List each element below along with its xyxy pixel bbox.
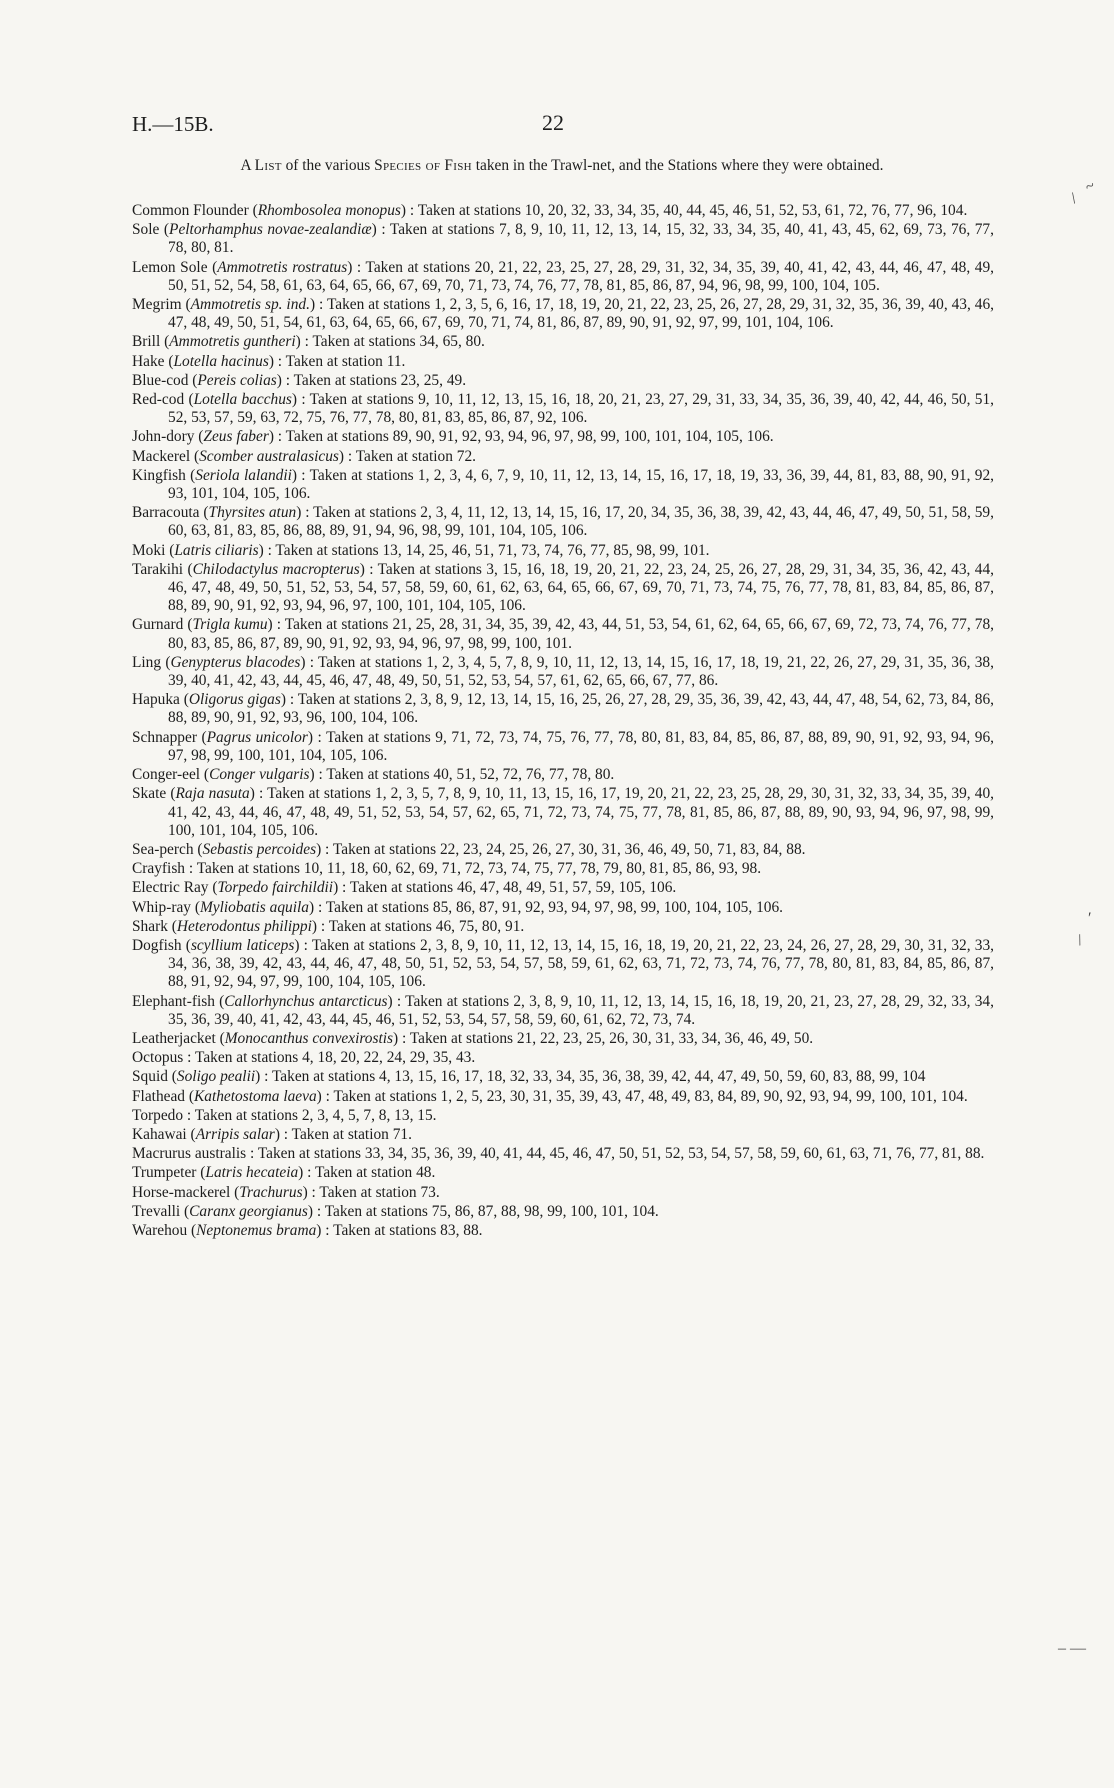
scientific-name: Latris hecateia xyxy=(205,1164,299,1182)
stations-text: Taken at stations 2, 3, 4, 5, 7, 8, 13, 15. xyxy=(194,1106,437,1124)
common-name: Trumpeter xyxy=(132,1164,197,1182)
stations-text: Taken at stations 1, 2, 3, 5, 6, 16, 17, 18, 19, 20, 21, 22, 23, 25, 26, 27, 28, 29, 31, 32, 35, 36, 39, 40, 43, 46, 47, 48, 49, 50, 51, 54, 61, 63, 64, 65, 66, 67, 69, 70, 71, 74, 81, 86, 87, 89, 90, 91, 92, 97, 99, 101, 104, 106. xyxy=(168,296,995,332)
stations-text: Taken at stations 4, 18, 20, 22, 24, 29, 35, 43. xyxy=(195,1049,476,1067)
species-list xyxy=(132,202,994,1241)
species-entry: Trevalli (Caranx georgianus) : Taken at stations 75, 86, 87, 88, 98, 99, 100, 101, 104. xyxy=(132,1202,659,1220)
scientific-name: Ammotretis guntheri xyxy=(169,333,296,351)
scientific-name: Scomber australasicus xyxy=(199,447,339,465)
species-entry: John-dory (Zeus faber) : Taken at stations 89, 90, 91, 92, 93, 94, 96, 97, 98, 99, 100, 101, 104, 105, 106. xyxy=(132,428,774,446)
stations-text: Taken at stations 40, 51, 52, 72, 76, 77, 78, 80. xyxy=(326,766,615,784)
common-name: Hake xyxy=(132,352,165,370)
common-name: Torpedo xyxy=(132,1106,184,1124)
common-name: Tarakihi xyxy=(132,560,184,578)
scientific-name: Trigla kumu xyxy=(192,616,268,634)
stations-text: Taken at station 72. xyxy=(355,447,477,465)
common-name: Horse-mackerel xyxy=(132,1183,231,1201)
species-entry: Shark (Heterodontus philippi) : Taken at stations 46, 75, 80, 91. xyxy=(132,917,525,935)
species-entry: Moki (Latris ciliaris) : Taken at stations 13, 14, 25, 46, 51, 71, 73, 74, 76, 77, 85, 98, 99, 101. xyxy=(132,541,710,559)
species-entry: Octopus : Taken at stations 4, 18, 20, 22, 24, 29, 35, 43. xyxy=(132,1049,476,1067)
common-name: Elephant-fish xyxy=(132,992,215,1010)
species-entry: Common Flounder (Rhombosolea monopus) : Taken at stations 10, 20, 32, 33, 34, 35, 40, 44, 45, 46, 51, 52, 53, 61, 72, 76, 77, 96, 104. xyxy=(132,202,968,219)
species-entry: Elephant-fish (Callorhynchus antarcticus) : Taken at stations 2, 3, 8, 9, 10, 11, 12, 13, 14, 15, 16, 18, 19, 20, 21, 23, 27, 28, 29, 32, 33, 34, 35, 36, 39, 40, 41, 42, 43, 44, 45, 46, 51, 52, 53, 54, 57, 58, 59, 60, 61, 62, 72, 73, 74. xyxy=(132,992,994,1028)
scientific-name: Lotella bacchus xyxy=(193,391,292,409)
stations-text: Taken at station 48. xyxy=(315,1164,436,1182)
species-entry: Brill (Ammotretis guntheri) : Taken at stations 34, 65, 80. xyxy=(132,333,485,351)
common-name: Blue-cod xyxy=(132,371,189,389)
page-number: 22 xyxy=(542,110,564,135)
species-entry: Macrurus australis : Taken at stations 33, 34, 35, 36, 39, 40, 41, 44, 45, 46, 47, 50, 51, 52, 53, 54, 57, 58, 59, 60, 61, 63, 71, 76, 77, 81, 88. xyxy=(132,1145,985,1163)
stations-text: Taken at stations 1, 2, 3, 5, 7, 8, 9, 10, 11, 13, 15, 16, 17, 19, 20, 21, 22, 23, 25, 28, 29, 30, 31, 32, 33, 34, 35, 39, 40, 41, 42, 43, 44, 46, 47, 48, 49, 51, 52, 53, 54, 57, 62, 65, 71, 72, 73, 74, 75, 77, 78, 81, 85, 86, 87, 88, 89, 90, 93, 94, 96, 97, 98, 99, 100, 101, 104, 105, 106. xyxy=(168,785,995,839)
scientific-name: Seriola lalandii xyxy=(195,466,292,484)
stations-text: Taken at stations 34, 65, 80. xyxy=(312,333,485,351)
scientific-name: Callorhynchus antarcticus xyxy=(224,992,388,1010)
stations-text: Taken at stations 10, 20, 32, 33, 34, 35, 40, 44, 45, 46, 51, 52, 53, 61, 72, 76, 77, 96, 104. xyxy=(417,202,968,219)
species-entry: Leatherjacket (Monocanthus convexirostis) : Taken at stations 21, 22, 23, 25, 26, 30, 31, 33, 34, 36, 46, 49, 50. xyxy=(132,1029,814,1047)
scientific-name: Thyrsites atun xyxy=(208,504,297,522)
scientific-name: Rhombosolea monopus xyxy=(257,202,401,219)
species-entry: Red-cod (Lotella bacchus) : Taken at stations 9, 10, 11, 12, 13, 15, 16, 18, 20, 21, 23, 27, 29, 31, 33, 34, 35, 36, 39, 40, 42, 44, 46, 50, 51, 52, 53, 57, 59, 63, 72, 75, 76, 77, 78, 80, 81, 83, 85, 86, 87, 92, 106. xyxy=(132,391,994,427)
common-name: Moki xyxy=(132,541,166,559)
common-name: Kahawai xyxy=(132,1125,187,1143)
stations-text: Taken at stations 4, 13, 15, 16, 17, 18, 32, 33, 34, 35, 36, 38, 39, 42, 44, 47, 49, 50, 59, 60, 83, 88, 99, 104 xyxy=(271,1068,926,1086)
margin-mark: – — xyxy=(1058,1640,1086,1657)
species-entry: Skate (Raja nasuta) : Taken at stations 1, 2, 3, 5, 7, 8, 9, 10, 11, 13, 15, 16, 17, 19, 20, 21, 22, 23, 25, 28, 29, 30, 31, 32, 33, 34, 35, 39, 40, 41, 42, 43, 44, 46, 47, 48, 49, 51, 52, 53, 54, 57, 62, 65, 71, 72, 73, 74, 75, 77, 78, 81, 85, 86, 87, 88, 89, 90, 93, 94, 96, 97, 98, 99, 100, 101, 104, 105, 106. xyxy=(132,785,995,839)
scientific-name: Ammotretis sp. ind. xyxy=(190,296,310,314)
common-name: Kingfish xyxy=(132,466,186,484)
stations-text: Taken at stations 22, 23, 24, 25, 26, 27, 30, 31, 36, 46, 49, 50, 71, 83, 84, 88. xyxy=(332,840,806,858)
species-entry: Megrim (Ammotretis sp. ind.) : Taken at stations 1, 2, 3, 5, 6, 16, 17, 18, 19, 20, 21, 22, 23, 25, 26, 27, 28, 29, 31, 32, 35, 36, 39, 40, 43, 46, 47, 48, 49, 50, 51, 54, 61, 63, 64, 65, 66, 67, 69, 70, 71, 74, 81, 86, 87, 89, 90, 91, 92, 97, 99, 101, 104, 106. xyxy=(132,296,995,332)
margin-mark: / xyxy=(1075,931,1086,950)
stations-text: Taken at stations 2, 3, 8, 9, 10, 11, 12, 13, 14, 15, 16, 18, 19, 20, 21, 23, 27, 28, 29, 32, 33, 34, 35, 36, 39, 40, 41, 42, 43, 44, 45, 46, 51, 52, 53, 54, 57, 58, 59, 60, 61, 62, 72, 73, 74. xyxy=(168,992,994,1028)
scientific-name: Chilodactylus macropterus xyxy=(192,560,360,578)
common-name: Conger-eel xyxy=(132,766,201,784)
common-name: Common Flounder xyxy=(132,202,249,219)
species-entry: Mackerel (Scomber australasicus) : Taken at station 72. xyxy=(132,447,477,465)
common-name: Megrim xyxy=(132,296,182,314)
common-name: Dogfish xyxy=(132,936,182,954)
list-title: A List of the various Species of Fish taken in the Trawl-net, and the Stations where they were obtained. xyxy=(240,157,884,174)
stations-text: Taken at stations 10, 11, 18, 60, 62, 69, 71, 72, 73, 74, 75, 77, 78, 79, 80, 81, 85, 86, 93, 98. xyxy=(196,860,762,878)
stations-text: Taken at stations 3, 15, 16, 18, 19, 20, 21, 22, 23, 24, 25, 26, 27, 28, 29, 31, 34, 35, 36, 42, 43, 44, 46, 47, 48, 49, 50, 51, 52, 53, 54, 57, 58, 59, 60, 61, 62, 63, 64, 65, 66, 67, 69, 70, 71, 73, 74, 75, 76, 77, 78, 81, 83, 84, 85, 86, 87, 88, 89, 90, 91, 92, 93, 94, 96, 97, 100, 101, 104, 105, 106. xyxy=(168,560,994,615)
scientific-name: Raja nasuta xyxy=(175,785,250,803)
species-entry: Ling (Genypterus blacodes) : Taken at stations 1, 2, 3, 4, 5, 7, 8, 9, 10, 11, 12, 13, 14, 15, 16, 17, 18, 19, 21, 22, 26, 27, 29, 31, 35, 36, 38, 39, 40, 41, 42, 43, 44, 45, 46, 47, 48, 49, 50, 51, 52, 53, 54, 57, 61, 62, 65, 66, 67, 77, 86. xyxy=(132,653,994,690)
scientific-name: Peltorhamphus novae-zealandiæ xyxy=(169,221,372,239)
species-entry: Squid (Soligo pealii) : Taken at stations 4, 13, 15, 16, 17, 18, 32, 33, 34, 35, 36, 38, 39, 42, 44, 47, 49, 50, 59, 60, 83, 88, 99, 104 xyxy=(132,1068,926,1086)
margin-mark: ′ xyxy=(1088,910,1092,927)
scientific-name: Sebastis percoides xyxy=(202,840,317,858)
scientific-name: Soligo pealii xyxy=(176,1068,256,1086)
scientific-name: Latris ciliaris xyxy=(174,541,259,559)
document-id: H.—15B. xyxy=(132,112,214,136)
page-header xyxy=(132,112,992,142)
scientific-name: Torpedo fairchildii xyxy=(217,879,334,897)
scientific-name: Trachurus xyxy=(239,1183,303,1201)
species-entry: Blue-cod (Pereis colias) : Taken at stations 23, 25, 49. xyxy=(132,371,467,389)
scientific-name: Ammotretis rostratus xyxy=(217,258,348,276)
scientific-name: Conger vulgaris xyxy=(209,766,310,784)
species-entry: Sole (Peltorhamphus novae-zealandiæ) : Taken at stations 7, 8, 9, 10, 11, 12, 13, 14, 15, 32, 33, 34, 35, 40, 41, 43, 45, 62, 69, 73, 76, 77, 78, 80, 81. xyxy=(132,221,994,257)
species-entry: Hapuka (Oligorus gigas) : Taken at stations 2, 3, 8, 9, 12, 13, 14, 15, 16, 25, 26, 27, 28, 29, 35, 36, 39, 42, 43, 44, 47, 48, 54, 62, 73, 84, 86, 88, 89, 90, 91, 92, 93, 96, 100, 104, 106. xyxy=(132,691,994,727)
margin-mark: / xyxy=(1067,190,1081,208)
common-name: Warehou xyxy=(132,1221,188,1239)
common-name: Flathead xyxy=(132,1087,185,1105)
species-entry: Schnapper (Pagrus unicolor) : Taken at stations 9, 71, 72, 73, 74, 75, 76, 77, 78, 80, 81, 83, 84, 85, 86, 87, 88, 89, 90, 91, 92, 93, 94, 96, 97, 98, 99, 100, 101, 104, 105, 106. xyxy=(132,728,995,764)
species-entry: Electric Ray (Torpedo fairchildii) : Taken at stations 46, 47, 48, 49, 51, 57, 59, 105, 106. xyxy=(132,879,677,897)
common-name: Squid xyxy=(132,1068,168,1086)
species-entry: Sea-perch (Sebastis percoides) : Taken at stations 22, 23, 24, 25, 26, 27, 30, 31, 36, 46, 49, 50, 71, 83, 84, 88. xyxy=(132,840,806,858)
stations-text: Taken at station 73. xyxy=(319,1183,440,1201)
stations-text: Taken at stations 46, 75, 80, 91. xyxy=(328,917,525,935)
species-entry: Tarakihi (Chilodactylus macropterus) : Taken at stations 3, 15, 16, 18, 19, 20, 21, 22, 23, 24, 25, 26, 27, 28, 29, 31, 34, 35, 36, 42, 43, 44, 46, 47, 48, 49, 50, 51, 52, 53, 54, 57, 58, 59, 60, 61, 62, 63, 64, 65, 66, 67, 69, 70, 71, 73, 74, 75, 76, 77, 78, 81, 83, 84, 85, 86, 87, 88, 89, 90, 91, 92, 93, 94, 96, 97, 100, 101, 104, 105, 106. xyxy=(132,560,994,615)
species-entry: Crayfish : Taken at stations 10, 11, 18, 60, 62, 69, 71, 72, 73, 74, 75, 77, 78, 79, 80, 81, 85, 86, 93, 98. xyxy=(132,860,762,878)
scientific-name: Oligorus gigas xyxy=(188,691,281,709)
stations-text: Taken at stations 1, 2, 3, 4, 5, 7, 8, 9, 10, 11, 12, 13, 14, 15, 16, 17, 18, 19, 21, 22, 26, 27, 29, 31, 35, 36, 38, 39, 40, 41, 42, 43, 44, 45, 46, 47, 48, 49, 50, 51, 52, 53, 54, 57, 61, 62, 65, 66, 67, 77, 86. xyxy=(168,653,994,690)
species-entry: Kingfish (Seriola lalandii) : Taken at stations 1, 2, 3, 4, 6, 7, 9, 10, 11, 12, 13, 14, 15, 16, 17, 18, 19, 33, 36, 39, 44, 81, 83, 88, 90, 91, 92, 93, 101, 104, 105, 106. xyxy=(132,466,994,503)
stations-text: Taken at station 11. xyxy=(285,352,406,370)
common-name: Sole xyxy=(132,221,160,239)
species-entry: Whip-ray (Myliobatis aquila) : Taken at stations 85, 86, 87, 91, 92, 93, 94, 97, 98, 99, 100, 104, 105, 106. xyxy=(132,898,784,916)
common-name: Shark xyxy=(132,917,168,935)
species-entry: Hake (Lotella hacinus) : Taken at station 11. xyxy=(132,352,406,370)
stations-text: Taken at stations 33, 34, 35, 36, 39, 40, 41, 44, 45, 46, 47, 50, 51, 52, 53, 54, 57, 58, 59, 60, 61, 63, 71, 76, 77, 81, 88. xyxy=(257,1145,985,1163)
common-name: Octopus xyxy=(132,1049,184,1067)
common-name: Lemon Sole xyxy=(132,258,208,276)
species-entry: Torpedo : Taken at stations 2, 3, 4, 5, 7, 8, 13, 15. xyxy=(132,1106,437,1124)
stations-text: Taken at stations 75, 86, 87, 88, 98, 99, 100, 101, 104. xyxy=(324,1202,659,1220)
common-name: Barracouta xyxy=(132,504,200,522)
common-name: Red-cod xyxy=(132,391,185,409)
stations-text: Taken at stations 1, 2, 5, 23, 30, 31, 35, 39, 43, 47, 48, 49, 83, 84, 89, 90, 92, 93, 94, 99, 100, 101, 104. xyxy=(333,1087,968,1105)
scientific-name: Pereis colias xyxy=(197,371,277,389)
common-name: Skate xyxy=(132,785,167,803)
common-name: Schnapper xyxy=(132,728,197,746)
stations-text: Taken at stations 2, 3, 4, 11, 12, 13, 14, 15, 16, 17, 20, 34, 35, 36, 38, 39, 42, 43, 44, 46, 47, 49, 50, 51, 58, 59, 60, 63, 81, 83, 85, 86, 88, 89, 91, 94, 96, 98, 99, 101, 104, 105, 106. xyxy=(168,504,994,540)
species-entry: Trumpeter (Latris hecateia) : Taken at station 48. xyxy=(132,1164,436,1182)
stations-text: Taken at stations 21, 22, 23, 25, 26, 30, 31, 33, 34, 36, 46, 49, 50. xyxy=(409,1029,814,1047)
species-entry: Horse-mackerel (Trachurus) : Taken at station 73. xyxy=(132,1183,440,1201)
scientific-name: Heterodontus philippi xyxy=(176,917,312,935)
margin-mark: ~ xyxy=(1082,177,1098,197)
scientific-name: Kathetostoma laeva xyxy=(193,1087,317,1105)
species-entry: Dogfish (scyllium laticeps) : Taken at stations 2, 3, 8, 9, 10, 11, 12, 13, 14, 15, 16, 18, 19, 20, 21, 22, 23, 24, 26, 27, 28, 29, 30, 31, 32, 33, 34, 36, 38, 39, 42, 43, 44, 46, 47, 48, 50, 51, 52, 53, 54, 57, 58, 59, 61, 62, 63, 71, 72, 73, 74, 76, 77, 78, 80, 81, 83, 84, 85, 86, 87, 88, 91, 92, 94, 97, 99, 100, 104, 105, 106. xyxy=(132,936,994,991)
common-name: Whip-ray xyxy=(132,898,191,916)
scientific-name: Neptonemus brama xyxy=(196,1221,317,1239)
species-entry: Gurnard (Trigla kumu) : Taken at stations 21, 25, 28, 31, 34, 35, 39, 42, 43, 44, 51, 53, 54, 61, 62, 64, 65, 66, 67, 69, 72, 73, 74, 76, 77, 78, 80, 83, 85, 86, 87, 89, 90, 91, 92, 93, 94, 96, 97, 98, 99, 100, 101. xyxy=(132,616,994,652)
common-name: Leatherjacket xyxy=(132,1029,216,1047)
stations-text: Taken at stations 7, 8, 9, 10, 11, 12, 13, 14, 15, 32, 33, 34, 35, 40, 41, 43, 45, 62, 69, 73, 76, 77, 78, 80, 81. xyxy=(168,221,994,257)
scientific-name: Zeus faber xyxy=(203,428,269,446)
stations-text: Taken at stations 46, 47, 48, 49, 51, 57, 59, 105, 106. xyxy=(349,879,677,897)
stations-text: Taken at stations 20, 21, 22, 23, 25, 27, 28, 29, 31, 32, 34, 35, 39, 40, 41, 42, 43, 44, 46, 47, 48, 49, 50, 51, 52, 54, 58, 61, 63, 64, 65, 66, 67, 69, 70, 71, 73, 74, 76, 77, 78, 81, 85, 86, 87, 94, 96, 98, 99, 100, 104, 105. xyxy=(168,258,994,294)
stations-text: Taken at stations 9, 10, 11, 12, 13, 15, 16, 18, 20, 21, 23, 27, 29, 31, 33, 34, 35, 36, 39, 40, 42, 44, 46, 50, 51, 52, 53, 57, 59, 63, 72, 75, 76, 77, 78, 80, 81, 83, 85, 86, 87, 92, 106. xyxy=(168,391,994,427)
stations-text: Taken at stations 2, 3, 8, 9, 12, 13, 14, 15, 16, 25, 26, 27, 28, 29, 35, 36, 39, 42, 43, 44, 47, 48, 54, 62, 73, 84, 86, 88, 89, 90, 91, 92, 93, 96, 100, 104, 106. xyxy=(168,691,994,727)
scientific-name: Pagrus unicolor xyxy=(206,728,308,746)
species-entry: Barracouta (Thyrsites atun) : Taken at stations 2, 3, 4, 11, 12, 13, 14, 15, 16, 17, 20, 34, 35, 36, 38, 39, 42, 43, 44, 46, 47, 49, 50, 51, 58, 59, 60, 63, 81, 83, 85, 86, 88, 89, 91, 94, 96, 98, 99, 101, 104, 105, 106. xyxy=(132,504,994,540)
common-name: Sea-perch xyxy=(132,840,194,858)
stations-text: Taken at stations 9, 71, 72, 73, 74, 75, 76, 77, 78, 80, 81, 83, 84, 85, 86, 87, 88, 89, 90, 91, 92, 93, 94, 96, 97, 98, 99, 100, 101, 104, 105, 106. xyxy=(168,728,995,764)
scientific-name: Monocanthus convexirostis xyxy=(224,1029,393,1047)
common-name: Crayfish xyxy=(132,860,186,878)
stations-text: Taken at stations 85, 86, 87, 91, 92, 93, 94, 97, 98, 99, 100, 104, 105, 106. xyxy=(325,898,784,916)
common-name: Hapuka xyxy=(132,691,180,709)
common-name: Mackerel xyxy=(132,447,191,465)
common-name: Brill xyxy=(132,333,161,351)
stations-text: Taken at stations 1, 2, 3, 4, 6, 7, 9, 10, 11, 12, 13, 14, 15, 16, 17, 18, 19, 33, 36, 39, 44, 81, 83, 88, 90, 91, 92, 93, 101, 104, 105, 106. xyxy=(168,466,994,503)
common-name: Trevalli xyxy=(132,1202,181,1220)
stations-text: Taken at stations 2, 3, 8, 9, 10, 11, 12, 13, 14, 15, 16, 18, 19, 20, 21, 22, 23, 24, 26, 27, 28, 29, 30, 31, 32, 33, 34, 36, 38, 39, 42, 43, 44, 46, 47, 48, 50, 51, 52, 53, 54, 57, 58, 59, 61, 62, 63, 71, 72, 73, 74, 76, 77, 78, 80, 81, 83, 84, 85, 86, 87, 88, 91, 92, 94, 97, 99, 100, 104, 105, 106. xyxy=(168,936,994,991)
scientific-name: Myliobatis aquila xyxy=(199,898,309,916)
species-entry: Flathead (Kathetostoma laeva) : Taken at stations 1, 2, 5, 23, 30, 31, 35, 39, 43, 47, 48, 49, 83, 84, 89, 90, 92, 93, 94, 99, 100, 101, 104. xyxy=(132,1087,968,1105)
stations-text: Taken at station 71. xyxy=(291,1125,412,1143)
common-name: John-dory xyxy=(132,428,195,446)
scientific-name: Genypterus blacodes xyxy=(170,653,301,671)
scientific-name: Caranx georgianus xyxy=(189,1202,308,1220)
scientific-name: Lotella hacinus xyxy=(173,352,269,370)
stations-text: Taken at stations 83, 88. xyxy=(333,1221,483,1239)
common-name: Electric Ray xyxy=(132,879,209,897)
species-entry: Warehou (Neptonemus brama) : Taken at stations 83, 88. xyxy=(132,1221,483,1239)
stations-text: Taken at stations 21, 25, 28, 31, 34, 35, 39, 42, 43, 44, 51, 53, 54, 61, 62, 64, 65, 66, 67, 69, 72, 73, 74, 76, 77, 78, 80, 83, 85, 86, 87, 89, 90, 91, 92, 93, 94, 96, 97, 98, 99, 100, 101. xyxy=(168,616,994,652)
common-name: Macrurus australis xyxy=(132,1145,247,1163)
stations-text: Taken at stations 89, 90, 91, 92, 93, 94, 96, 97, 98, 99, 100, 101, 104, 105, 106. xyxy=(285,428,774,446)
common-name: Gurnard xyxy=(132,616,184,634)
stations-text: Taken at stations 23, 25, 49. xyxy=(293,371,467,389)
stations-text: Taken at stations 13, 14, 25, 46, 51, 71, 73, 74, 76, 77, 85, 98, 99, 101. xyxy=(275,541,710,559)
species-entry: Kahawai (Arripis salar) : Taken at station 71. xyxy=(132,1125,412,1143)
species-entry: Lemon Sole (Ammotretis rostratus) : Taken at stations 20, 21, 22, 23, 25, 27, 28, 29, 31, 32, 34, 35, 39, 40, 41, 42, 43, 44, 46, 47, 48, 49, 50, 51, 52, 54, 58, 61, 63, 64, 65, 66, 67, 69, 70, 71, 73, 74, 76, 77, 78, 81, 85, 86, 87, 94, 96, 98, 99, 100, 104, 105. xyxy=(132,258,994,294)
common-name: Ling xyxy=(132,653,162,671)
scientific-name: Arripis salar xyxy=(195,1125,275,1143)
species-entry: Conger-eel (Conger vulgaris) : Taken at stations 40, 51, 52, 72, 76, 77, 78, 80. xyxy=(132,766,615,784)
scientific-name: scyllium laticeps xyxy=(190,936,295,954)
